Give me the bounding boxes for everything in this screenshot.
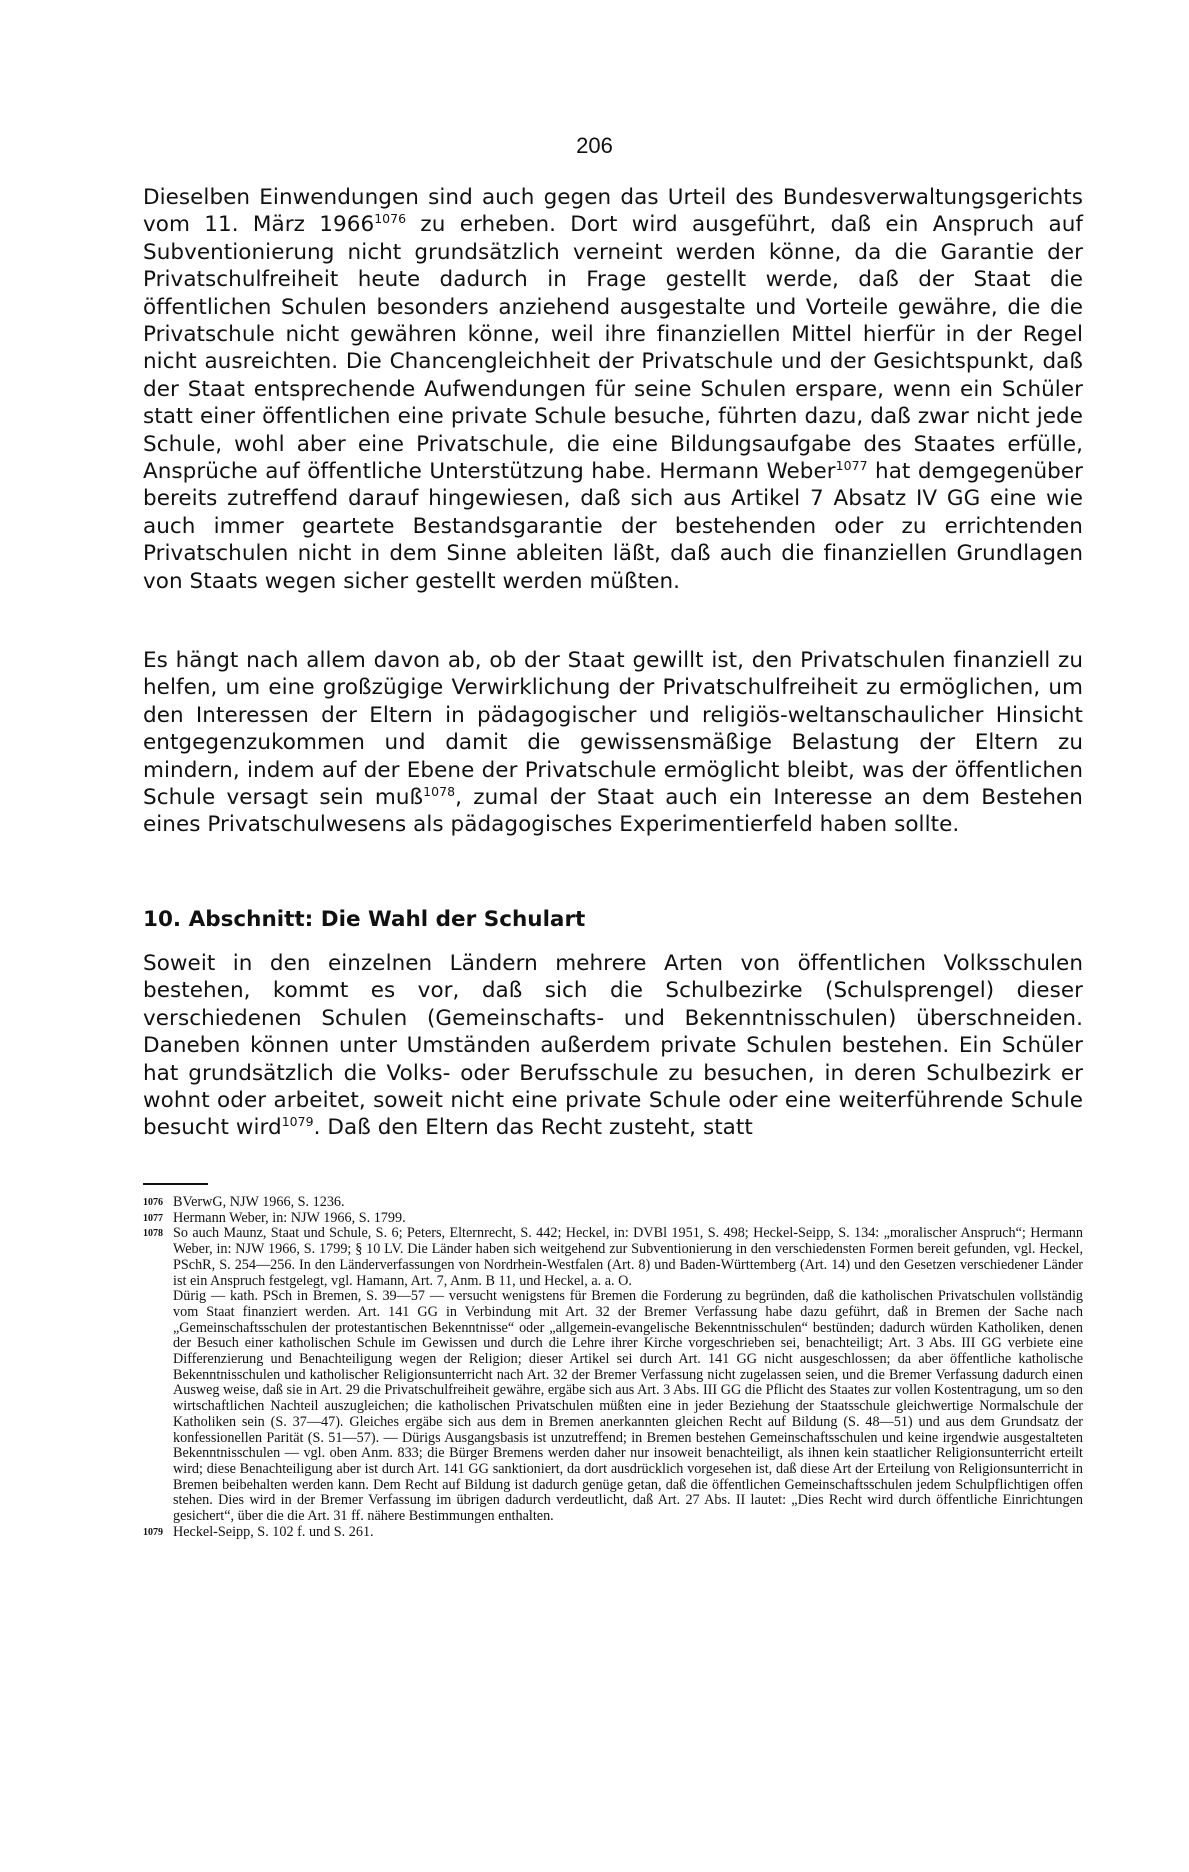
paragraph-2	[143, 647, 1083, 839]
section-heading: 10. Abschnitt: Die Wahl der Schulart	[143, 907, 586, 932]
footnote-1078-continuation: Dürig — kath. PSch in Bremen, S. 39—57 — versucht wenigstens für Bremen die Forderung zu begründen, daß die katholischen Privatschulen vollständig vom Staat finanziert werden. Art. 141 GG in Verbindung mit Art. 32 der Bremer Verfassung habe dazu geführt, daß in Bremen der Sache nach „Gemeinschaftsschulen der protestantischen Bekenntnisse“ oder „allgemein-evangelische Bekenntnisschulen“ bestünden; dadurch würden Katholiken, denen der Besuch einer katholischen Schule im Gewissen und durch die Lehre ihrer Kirche vorgeschrieben sei, benachteiligt; Art. 3 Abs. III GG verbiete eine Differenzierung und Benachteiligung wegen der Religion; dieser Artikel sei durch Art. 141 GG nicht ausgeschlossen; da aber öffentliche katholische Bekenntnisschulen und katholischer Religionsunterricht nach Art. 32 der Bremer Verfassung nicht zugelassen seien, und die Bremer Verfassung dadurch einen Ausweg weise, daß sie in Art. 29 die Privatschulfreiheit gewähre, ergäbe sich aus Art. 3 Abs. III GG die Pflicht des Staates zur vollen Kostentragung, um so den wirtschaftlichen Nachteil auszugleichen; die katholischen Privatschulen müßten eine in jeder Beziehung der Staatsschule gleichwertige Normalschule der Katholiken sein (S. 37—47). Gleiches ergäbe sich aus dem in Bremen anerkannten gleichen Recht auf Bildung (S. 48—51) und aus dem Grundsatz der konfessionellen Parität (S. 51—57). — Dürigs Ausgangsbasis ist unzutreffend; in Bremen bestehen Gemeinschaftsschulen und keine irgendwie ausgestalteten Bekenntnisschulen — vgl. oben Anm. 833; die Bürger Bremens werden daher nur insoweit benachteiligt, als ihnen kein staatlicher Religionsunterricht erteilt wird; diese Benachteiligung aber ist durch Art. 141 GG sanktioniert, da dort ausdrücklich vorgesehen ist, daß diese Art der Erteilung von Religionsunterricht in Bremen beibehalten werden kann. Dem Recht auf Bildung ist dadurch genüge getan, daß die öffentlichen Gemeinschaftsschulen jedem Schulpflichtigen offen stehen. Dies wird in der Bremer Verfassung im übrigen dadurch verdeutlicht, daß Art. 27 Abs. II lautet: „Dies Recht wird durch öffentliche Einrichtungen gesichert“, über die die Art. 31 ff. nähere Bestimmungen enthalten.	[173, 1288, 1083, 1525]
paragraph-2-text-a: Es hängt nach allem davon ab, ob der Staat gewillt ist, den Privatschulen finanziell zu helfen, um eine großzügige Verwirklichung der Privatschulfreiheit zu ermöglichen, um den Interessen der Eltern in pädagogischer und religiös-weltanschaulicher Hinsicht entgegenzukommen und damit die gewissensmäßige Belastung der Eltern zu mindern, indem auf der Ebene der Privatschule ermöglicht bleibt, was der öffentlichen Schule versagt sein muß	[143, 648, 1083, 811]
footnote-1077	[143, 1211, 1083, 1227]
footnote-ref-1078: 1078	[423, 783, 456, 799]
paragraph-1-text-c: hat demgegenüber bereits zutreffend darauf hingewiesen, daß sich aus Artikel 7 Absatz IV GG eine wie auch immer geartete Bestandsgarantie der bestehenden oder zu errichtenden Privatschulen nicht in dem Sinne ableiten läßt, daß auch die finanziellen Grundlagen von Staats wegen sicher gestellt werden müßten.	[143, 459, 1083, 594]
paragraph-3-text-a: Soweit in den einzelnen Ländern mehrere Arten von öffentlichen Volksschulen bestehen, kommt es vor, daß sich die Schulbezirke (Schulsprengel) dieser verschiedenen Schulen (Gemeinschafts- und Bekenntnisschulen) überschneiden. Daneben können unter Umständen außerdem private Schulen bestehen. Ein Schüler hat grundsätzlich die Volks- oder Berufsschule zu besuchen, in deren Schulbezirk er wohnt oder arbeitet, soweit nicht eine private Schule oder eine weiterführende Schule besucht wird	[143, 951, 1083, 1141]
footnote-text: Heckel-Seipp, S. 102 f. und S. 261.	[173, 1523, 374, 1540]
footnote-number: 1076	[143, 1197, 163, 1208]
footnote-number: 1078	[143, 1228, 163, 1240]
page-number: 206	[576, 133, 613, 158]
footnote-text: So auch Maunz, Staat und Schule, S. 6; Peters, Elternrecht, S. 442; Heckel, in: DVBl 1951, S. 498; Heckel-Seipp, S. 134: „moralischer Anspruch“; Hermann Weber, in: NJW 1966, S. 1799; § 10 LV. Die Länder haben sich weitgehend zur Subventionierung in den verschiedensten Formen bereit gefunden, vgl. Heckel, PSchR, S. 254—256. In den Länderverfassungen von Nordrhein-Westfalen (Art. 8) und Baden-Württemberg (Art. 14) und den Gesetzen verschiedener Länder ist ein Anspruch festgelegt, vgl. Hamann, Art. 7, Anm. B 11, und Heckel, a. a. O.	[173, 1225, 1083, 1289]
footnotes	[143, 1195, 1083, 1540]
paragraph-1-text-b: zu erheben. Dort wird ausgeführt, daß ein Anspruch auf Subventionierung nicht grundsätzlich verneint werden könne, da die Garantie der Privatschulfreiheit heute dadurch in Frage gestellt werde, daß der Staat die öffentlichen Schulen besonders anziehend ausgestalte und Vorteile gewähre, die die Privatschule nicht gewähren könne, weil ihre finanziellen Mittel hierfür in der Regel nicht ausreichten. Die Chancengleichheit der Privatschule und der Gesichtspunkt, daß der Staat entsprechende Aufwendungen für seine Schulen erspare, wenn ein Schüler statt einer öffentlichen eine private Schule besuche, führten dazu, daß zwar nicht jede Schule, wohl aber eine Privatschule, die eine Bildungsaufgabe des Staates erfülle, Ansprüche auf öffentliche Unterstützung habe. Hermann Weber	[143, 212, 1084, 485]
paragraph-3-text-b: . Daß den Eltern das Recht zusteht, statt	[313, 1115, 753, 1141]
footnote-number: 1077	[143, 1212, 163, 1224]
paragraph-3	[143, 950, 1083, 1142]
footnote-ref-1076: 1076	[374, 211, 407, 227]
footnote-text: BVerwG, NJW 1966, S. 1236.	[173, 1194, 345, 1210]
paragraph-2-text-b: , zumal der Staat auch ein Interesse an dem Bestehen eines Privatschulwesens als pädagogisches Experimentierfeld haben sollte.	[143, 785, 1083, 838]
footnote-1079	[143, 1525, 1083, 1541]
footnote-1076	[143, 1195, 1083, 1211]
footnote-ref-1079: 1079	[281, 1114, 314, 1130]
paragraph-1	[143, 184, 1083, 595]
footnote-1078	[143, 1226, 1083, 1289]
footnote-number: 1079	[143, 1526, 163, 1538]
footnote-ref-1077: 1077	[835, 457, 868, 473]
paragraph-1-text-a: Dieselben Einwendungen sind auch gegen das Urteil des Bundesverwaltungsgerichts vom 11. März 1966	[143, 185, 1083, 238]
footnote-text: Hermann Weber, in: NJW 1966, S. 1799.	[173, 1209, 406, 1226]
footnote-separator	[143, 1183, 208, 1185]
